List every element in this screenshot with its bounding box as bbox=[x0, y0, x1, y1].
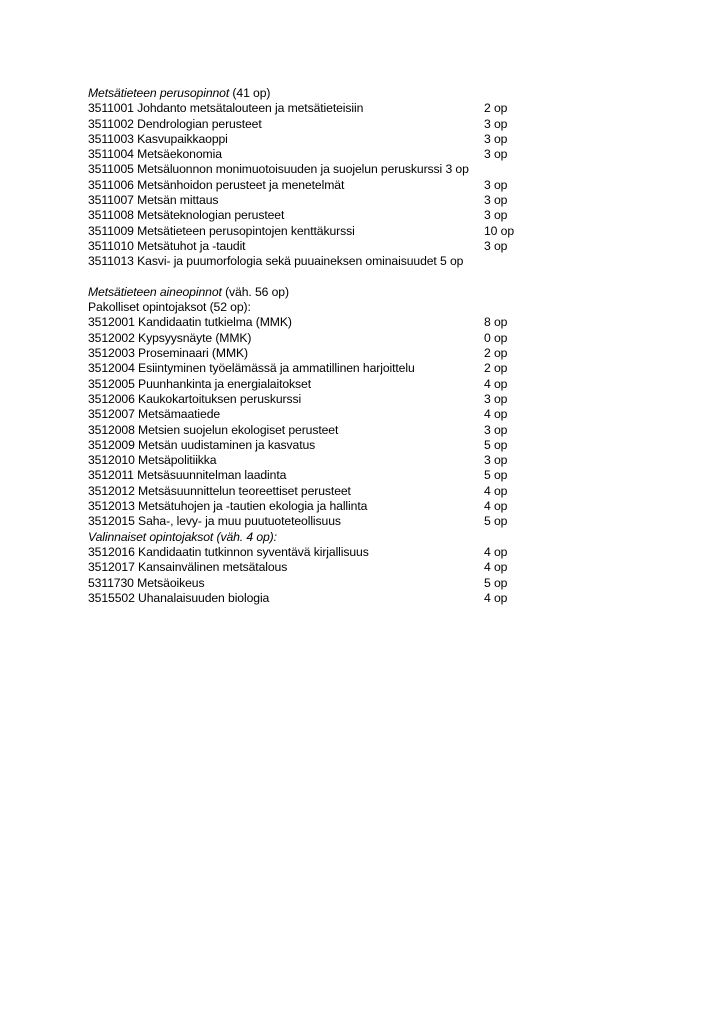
section-heading-title: Metsätieteen perusopinnot bbox=[88, 86, 230, 100]
course-code: 3511005 bbox=[88, 162, 134, 177]
section-heading-credits: (41 op) bbox=[229, 86, 271, 100]
course-code: 3512015 bbox=[88, 514, 135, 529]
course-name: Uhanalaisuuden biologia bbox=[138, 590, 270, 605]
course-credits: 5 op bbox=[484, 468, 508, 483]
course-name: Metsätuhot ja -taudit bbox=[137, 238, 246, 253]
course-code: 3511002 bbox=[88, 116, 134, 131]
course-code: 3512005 bbox=[88, 376, 135, 391]
course-name: Metsämaatiede bbox=[138, 407, 221, 422]
course-name: Metsäsuunnitelman laadinta bbox=[137, 468, 287, 483]
course-code: 3511001 bbox=[88, 101, 134, 116]
course-row bbox=[88, 132, 628, 147]
course-name: Kandidaatin tutkinnon syventävä kirjallisuus bbox=[138, 544, 369, 559]
course-row bbox=[88, 438, 628, 453]
course-credits: 4 op bbox=[484, 544, 508, 559]
mandatory-courses-label: Pakolliset opintojaksot (52 op): bbox=[88, 300, 251, 315]
course-row bbox=[88, 514, 628, 529]
course-credits: 3 op bbox=[445, 162, 469, 177]
course-credits: 2 op bbox=[484, 101, 508, 116]
course-code: 3512007 bbox=[88, 407, 135, 422]
course-code: 3511006 bbox=[88, 177, 134, 192]
course-credits: 2 op bbox=[484, 361, 508, 376]
course-name: Metsäteknologian perusteet bbox=[137, 208, 285, 223]
course-code: 3512010 bbox=[88, 453, 135, 468]
course-name: Metsätuhojen ja -tautien ekologia ja hallinta bbox=[138, 499, 368, 514]
section-heading-credits: (väh. 56 op) bbox=[221, 284, 289, 299]
course-code: 3512006 bbox=[88, 391, 135, 406]
course-name: Kansainvälinen metsätalous bbox=[138, 560, 288, 575]
course-code: 3512017 bbox=[88, 560, 135, 575]
course-credits: 10 op bbox=[484, 223, 514, 238]
course-row bbox=[88, 224, 628, 239]
course-name: Dendrologian perusteet bbox=[137, 116, 262, 131]
course-row bbox=[88, 423, 628, 438]
course-name: Metsien suojelun ekologiset perusteet bbox=[138, 422, 339, 437]
course-name: Metsäsuunnittelun teoreettiset perusteet bbox=[138, 483, 351, 498]
course-credits: 3 op bbox=[484, 177, 508, 192]
course-row bbox=[88, 346, 628, 361]
course-name: Metsäpolitiikka bbox=[138, 453, 217, 468]
course-row bbox=[88, 499, 628, 514]
course-name: Metsäluonnon monimuotoisuuden ja suojelun peruskurssi bbox=[137, 162, 443, 177]
course-row bbox=[88, 407, 628, 422]
course-code: 3511003 bbox=[88, 131, 134, 146]
course-name: Kaukokartoituksen peruskurssi bbox=[138, 391, 302, 406]
course-name: Metsäekonomia bbox=[137, 147, 222, 162]
course-credits: 4 op bbox=[484, 407, 508, 422]
course-credits: 2 op bbox=[484, 346, 508, 361]
course-credits: 3 op bbox=[484, 131, 508, 146]
course-credits: 3 op bbox=[484, 453, 508, 468]
course-row bbox=[88, 315, 628, 330]
course-name: Saha-, levy- ja muu puutuoteteollisuus bbox=[138, 514, 341, 529]
course-code: 3512001 bbox=[88, 315, 135, 330]
course-credits: 4 op bbox=[484, 590, 508, 605]
curriculum-content bbox=[88, 86, 628, 606]
course-code: 3511009 bbox=[88, 223, 134, 238]
course-row bbox=[88, 254, 628, 269]
course-name: Kypsyysnäyte (MMK) bbox=[138, 330, 252, 345]
course-code: 3512003 bbox=[88, 346, 135, 361]
course-name: Metsän uudistaminen ja kasvatus bbox=[138, 437, 316, 452]
optional-courses-label: Valinnaiset opintojaksot (väh. 4 op): bbox=[88, 529, 277, 544]
course-row bbox=[88, 545, 628, 560]
course-credits: 4 op bbox=[484, 483, 508, 498]
course-code: 3511008 bbox=[88, 208, 134, 223]
course-credits: 0 op bbox=[484, 330, 508, 345]
course-row bbox=[88, 101, 628, 116]
course-credits: 8 op bbox=[484, 315, 508, 330]
course-row bbox=[88, 591, 628, 606]
course-credits: 3 op bbox=[484, 208, 508, 223]
course-row bbox=[88, 239, 628, 254]
course-name: Metsätieteen perusopintojen kenttäkurssi bbox=[137, 223, 355, 238]
course-code: 3511010 bbox=[88, 238, 134, 253]
course-row bbox=[88, 377, 628, 392]
course-row bbox=[88, 193, 628, 208]
course-row bbox=[88, 453, 628, 468]
course-row bbox=[88, 560, 628, 575]
course-code: 3512002 bbox=[88, 330, 135, 345]
course-code: 3512016 bbox=[88, 544, 135, 559]
course-code: 3512012 bbox=[88, 483, 135, 498]
course-name: Kasvupaikkaoppi bbox=[137, 131, 228, 146]
course-code: 3512013 bbox=[88, 499, 135, 514]
course-code: 3511004 bbox=[88, 147, 134, 162]
course-credits: 4 op bbox=[484, 499, 508, 514]
course-name: Kasvi- ja puumorfologia sekä puuaineksen ominaisuudet bbox=[137, 254, 437, 269]
course-code: 3512009 bbox=[88, 437, 135, 452]
course-name: Puunhankinta ja energialaitokset bbox=[138, 376, 312, 391]
course-code: 3515502 bbox=[88, 590, 135, 605]
course-credits: 5 op bbox=[440, 254, 464, 269]
course-name: Metsäoikeus bbox=[137, 575, 205, 590]
course-row bbox=[88, 392, 628, 407]
course-row bbox=[88, 576, 628, 591]
course-row bbox=[88, 162, 628, 177]
course-name: Metsänhoidon perusteet ja menetelmät bbox=[137, 177, 345, 192]
course-code: 5311730 bbox=[88, 575, 134, 590]
course-code: 3512004 bbox=[88, 361, 135, 376]
course-name: Kandidaatin tutkielma (MMK) bbox=[138, 315, 292, 330]
course-row bbox=[88, 331, 628, 346]
course-name: Metsän mittaus bbox=[137, 193, 219, 208]
course-name: Proseminaari (MMK) bbox=[138, 346, 248, 361]
course-row bbox=[88, 484, 628, 499]
course-row bbox=[88, 117, 628, 132]
section-heading-aineopinnot bbox=[88, 285, 628, 300]
course-name: Esiintyminen työelämässä ja ammatillinen harjoittelu bbox=[138, 361, 415, 376]
course-credits: 5 op bbox=[484, 437, 508, 452]
section-heading-perusopinnot bbox=[88, 86, 628, 101]
course-name: Johdanto metsätalouteen ja metsätieteisiin bbox=[137, 101, 364, 116]
course-credits: 4 op bbox=[484, 560, 508, 575]
course-credits: 3 op bbox=[484, 147, 508, 162]
course-credits: 3 op bbox=[484, 193, 508, 208]
course-credits: 3 op bbox=[484, 422, 508, 437]
course-credits: 5 op bbox=[484, 575, 508, 590]
course-credits: 4 op bbox=[484, 376, 508, 391]
course-credits: 3 op bbox=[484, 391, 508, 406]
course-row bbox=[88, 147, 628, 162]
section-heading-title: Metsätieteen aineopinnot bbox=[88, 284, 222, 299]
course-code: 3512008 bbox=[88, 422, 135, 437]
course-credits: 5 op bbox=[484, 514, 508, 529]
course-code: 3511013 bbox=[88, 254, 134, 269]
section-spacer bbox=[88, 270, 628, 285]
course-row bbox=[88, 208, 628, 223]
course-row bbox=[88, 178, 628, 193]
course-code: 3511007 bbox=[88, 193, 134, 208]
course-credits: 3 op bbox=[484, 116, 508, 131]
course-code: 3512011 bbox=[88, 468, 134, 483]
course-row bbox=[88, 468, 628, 483]
course-row bbox=[88, 361, 628, 376]
course-credits: 3 op bbox=[484, 238, 508, 253]
